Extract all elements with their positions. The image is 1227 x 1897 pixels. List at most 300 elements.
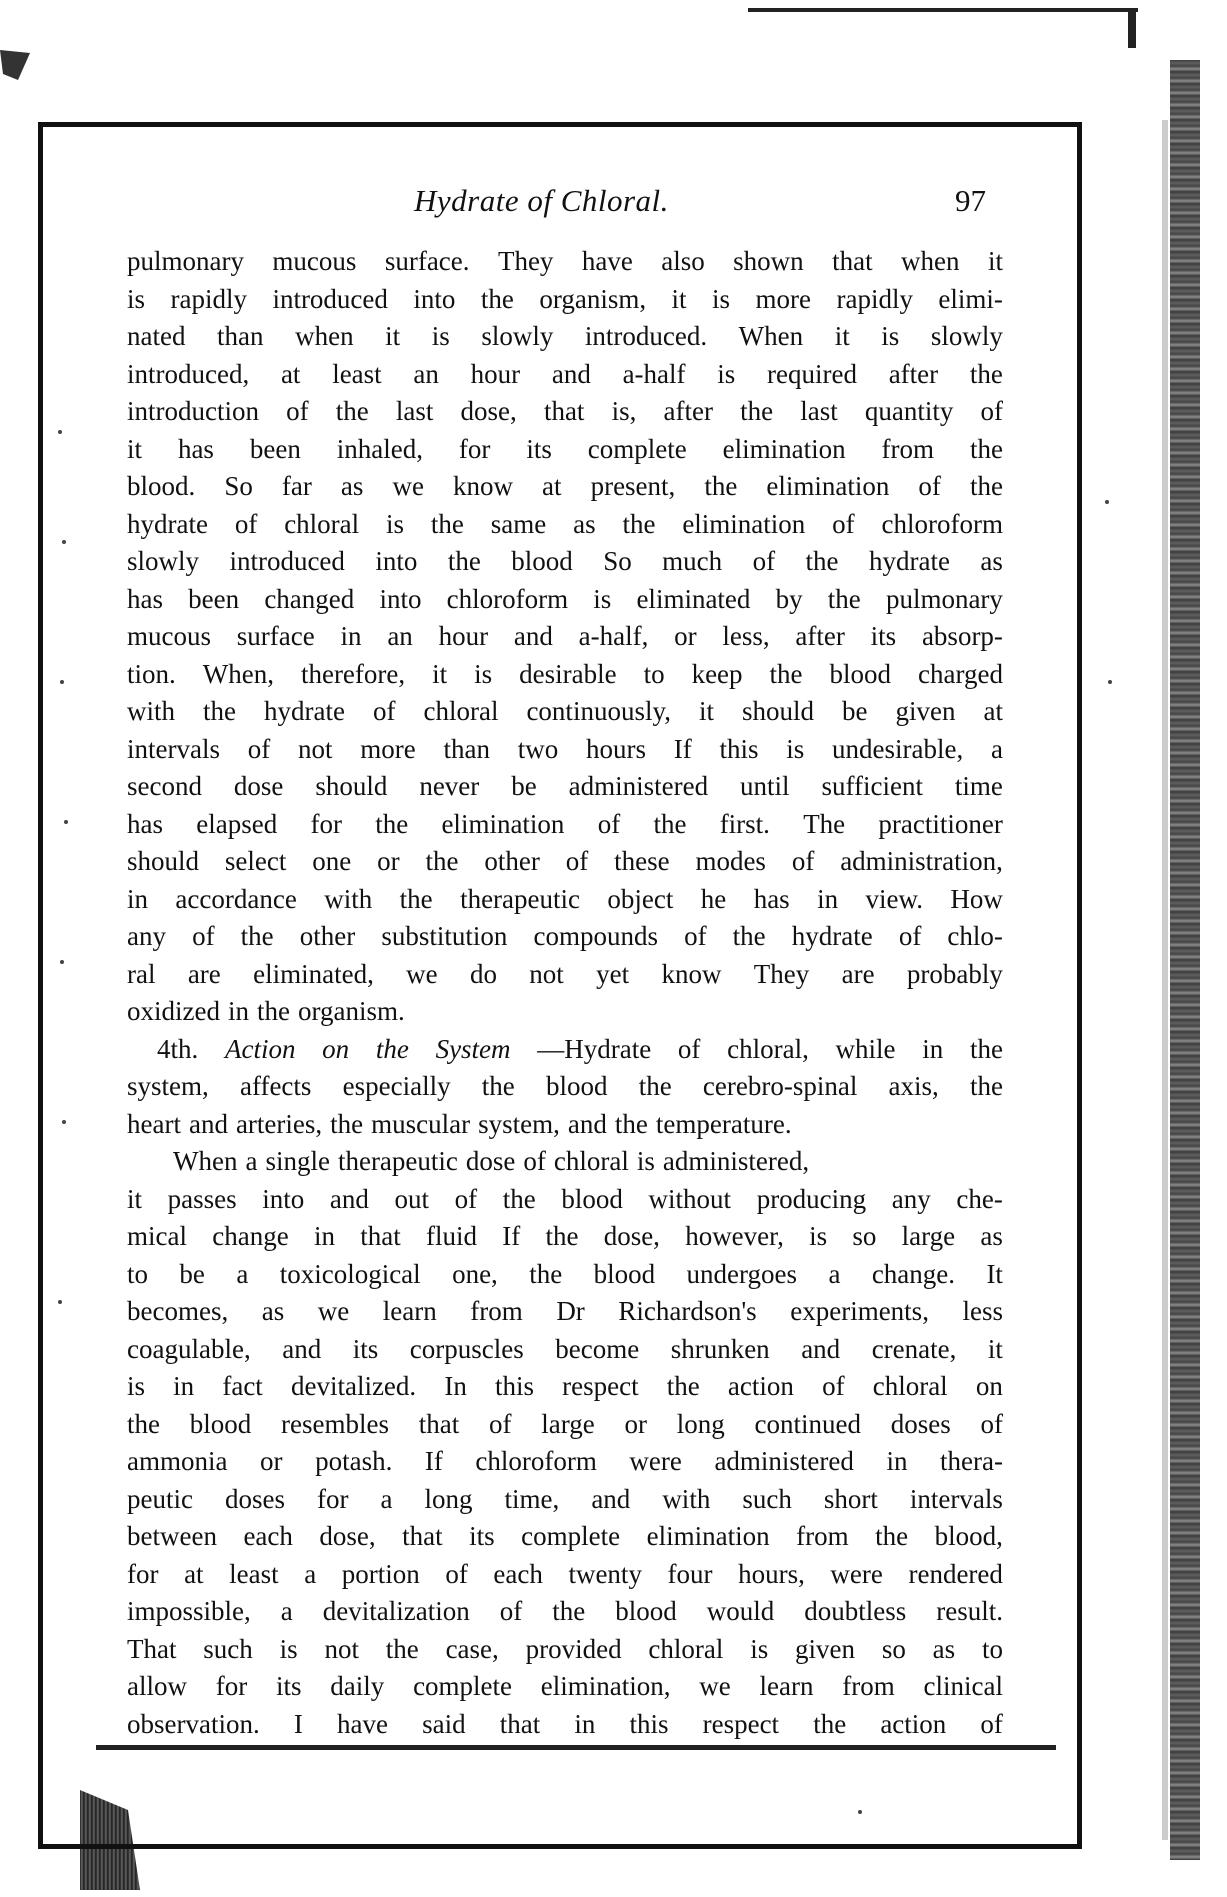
word: practitioner bbox=[878, 808, 1003, 839]
text-line bbox=[127, 1518, 1003, 1556]
word: a bbox=[828, 1258, 841, 1289]
word: given bbox=[895, 696, 956, 726]
word: of bbox=[980, 1408, 1003, 1439]
word: thera- bbox=[940, 1446, 1003, 1476]
text-line bbox=[127, 1443, 1003, 1481]
scan-artifact-right-shadow bbox=[1162, 120, 1168, 1840]
word: introduced. bbox=[584, 321, 708, 351]
word: doses bbox=[225, 1483, 285, 1514]
word: They bbox=[497, 246, 554, 276]
word: especially bbox=[342, 1071, 451, 1101]
word: producing bbox=[756, 1183, 867, 1214]
word: that bbox=[418, 1408, 460, 1439]
word: its bbox=[870, 621, 897, 651]
word: accordance bbox=[175, 883, 297, 914]
word: the bbox=[330, 1108, 364, 1139]
word: or bbox=[260, 1446, 283, 1476]
word: is bbox=[636, 1146, 655, 1176]
text-line bbox=[127, 1143, 1003, 1181]
word: not bbox=[529, 958, 564, 989]
word: result. bbox=[936, 1596, 1003, 1626]
word: dose bbox=[465, 1146, 516, 1176]
word: these bbox=[614, 846, 670, 876]
word: intervals bbox=[127, 733, 220, 764]
word: or bbox=[674, 621, 697, 651]
word: between bbox=[127, 1521, 217, 1551]
text-line bbox=[127, 881, 1003, 919]
word: in bbox=[922, 1033, 944, 1064]
word: at bbox=[280, 358, 301, 389]
word: blood bbox=[189, 1408, 252, 1439]
word: rendered bbox=[908, 1558, 1003, 1589]
word: far bbox=[281, 471, 312, 501]
word: should bbox=[741, 696, 814, 726]
word: eliminated, bbox=[253, 958, 374, 989]
word: chlo- bbox=[947, 921, 1003, 951]
word: become bbox=[555, 1333, 640, 1364]
word: ral bbox=[127, 958, 156, 989]
word: at bbox=[184, 1558, 204, 1589]
word: complete bbox=[521, 1521, 621, 1551]
word: How bbox=[950, 883, 1003, 914]
word: a bbox=[304, 1558, 317, 1589]
word: more bbox=[360, 733, 416, 764]
word: to bbox=[127, 1258, 149, 1289]
word: is bbox=[712, 283, 731, 314]
word: this bbox=[629, 1708, 669, 1739]
word: fact bbox=[222, 1371, 263, 1401]
word: the bbox=[240, 921, 274, 951]
word: the bbox=[969, 358, 1003, 389]
word: four bbox=[667, 1558, 713, 1589]
word: of bbox=[565, 846, 589, 876]
word: becomes, bbox=[127, 1296, 229, 1326]
word: undergoes bbox=[686, 1258, 798, 1289]
word: of bbox=[752, 546, 776, 576]
word: of bbox=[597, 808, 621, 839]
word: substitution bbox=[381, 921, 508, 951]
word: They bbox=[753, 958, 810, 989]
word: view. bbox=[865, 883, 923, 914]
word: as bbox=[261, 1296, 285, 1326]
text-line bbox=[127, 1218, 1003, 1256]
word: and bbox=[591, 1483, 631, 1514]
word: pulmonary bbox=[127, 246, 244, 276]
text-line bbox=[127, 993, 1003, 1031]
word: organism. bbox=[298, 996, 405, 1026]
word: from bbox=[881, 433, 935, 464]
word: of bbox=[918, 471, 941, 501]
word: is bbox=[786, 733, 805, 764]
word: be bbox=[179, 1258, 205, 1289]
word: were bbox=[629, 1446, 682, 1476]
word: blood, bbox=[934, 1521, 1003, 1551]
word: is bbox=[127, 1371, 146, 1401]
word: dose bbox=[233, 771, 284, 801]
text-line bbox=[127, 1256, 1003, 1294]
word: of bbox=[677, 1033, 701, 1064]
word: in bbox=[173, 1371, 195, 1401]
word: 4th. bbox=[157, 1033, 199, 1064]
word: System bbox=[435, 1033, 511, 1064]
word: resembles bbox=[281, 1408, 389, 1439]
word: it bbox=[671, 283, 687, 314]
word: chloral, bbox=[727, 1033, 809, 1064]
word: elimi- bbox=[938, 283, 1003, 314]
word: potash. bbox=[315, 1446, 393, 1476]
word: crenate, bbox=[871, 1333, 957, 1364]
word: its bbox=[276, 1671, 302, 1701]
word: each bbox=[493, 1558, 543, 1589]
word: introduced bbox=[229, 546, 345, 576]
word: with bbox=[662, 1483, 711, 1514]
scan-artifact-right-edge bbox=[1170, 60, 1200, 1860]
word: that bbox=[499, 1708, 541, 1739]
word: desirable bbox=[519, 658, 617, 689]
text-line bbox=[127, 318, 1003, 356]
word: of bbox=[523, 1146, 546, 1176]
word: to bbox=[981, 1633, 1003, 1664]
word: of bbox=[372, 696, 396, 726]
word: So bbox=[224, 471, 253, 501]
word: intervals bbox=[909, 1483, 1003, 1514]
word: the bbox=[257, 996, 290, 1026]
word: blood bbox=[511, 546, 573, 576]
text-line bbox=[127, 1368, 1003, 1406]
word: an bbox=[413, 358, 439, 389]
word: out bbox=[394, 1183, 430, 1214]
word: modes bbox=[695, 846, 766, 876]
word: its bbox=[352, 1333, 379, 1364]
word: In bbox=[444, 1371, 467, 1401]
word: hydrate bbox=[127, 508, 208, 539]
word: of bbox=[832, 508, 855, 539]
body-text bbox=[127, 243, 1003, 1743]
word: is bbox=[431, 321, 450, 351]
word: are bbox=[841, 958, 875, 989]
word: When, bbox=[202, 658, 274, 689]
word: clinical bbox=[923, 1671, 1003, 1701]
word: surface. bbox=[384, 246, 470, 276]
word: hour bbox=[438, 621, 489, 651]
text-line bbox=[127, 581, 1003, 619]
word: I bbox=[293, 1708, 303, 1739]
word: we bbox=[317, 1296, 350, 1326]
word: other bbox=[299, 921, 356, 951]
word: from bbox=[842, 1671, 895, 1701]
word: the bbox=[552, 1596, 586, 1626]
word: sufficient bbox=[821, 771, 923, 801]
scan-artifact-left-mark bbox=[0, 50, 30, 80]
word: as bbox=[573, 508, 596, 539]
word: such bbox=[203, 1633, 253, 1664]
word: elimination bbox=[441, 808, 565, 839]
word: continued bbox=[754, 1408, 861, 1439]
word: the bbox=[335, 396, 369, 426]
word: the bbox=[127, 1408, 160, 1439]
word: chloral bbox=[648, 1633, 724, 1664]
word: the bbox=[502, 1183, 536, 1214]
word: —Hydrate bbox=[537, 1033, 652, 1064]
word: present, bbox=[590, 471, 676, 501]
word: fluid bbox=[425, 1221, 477, 1251]
word: learn bbox=[382, 1296, 437, 1326]
word: elimination, bbox=[540, 1671, 671, 1701]
word: one bbox=[312, 846, 352, 876]
word: rapidly bbox=[170, 283, 247, 314]
scan-speck bbox=[1105, 500, 1109, 504]
word: has bbox=[127, 808, 163, 839]
word: he bbox=[700, 883, 727, 914]
word: its bbox=[526, 433, 552, 464]
word: devitalization bbox=[322, 1596, 470, 1626]
word: into bbox=[379, 583, 422, 614]
word: the bbox=[614, 1108, 648, 1139]
page-number: 97 bbox=[955, 183, 986, 218]
word: been bbox=[188, 583, 240, 614]
word: shrunken bbox=[670, 1333, 770, 1364]
word: a-half bbox=[622, 358, 686, 389]
word: undesirable, bbox=[832, 733, 964, 764]
word: in bbox=[227, 996, 249, 1026]
word: this bbox=[719, 733, 759, 764]
word: administered bbox=[568, 771, 709, 801]
word: first. bbox=[719, 808, 770, 839]
word: experiments, bbox=[790, 1296, 929, 1326]
text-line bbox=[127, 431, 1003, 469]
word: Dr bbox=[556, 1296, 585, 1326]
text-line bbox=[127, 243, 1003, 281]
word: probably bbox=[906, 958, 1003, 989]
word: chloroform bbox=[475, 1446, 597, 1476]
word: is bbox=[750, 1633, 769, 1664]
word: it bbox=[698, 696, 714, 726]
text-line bbox=[127, 1706, 1003, 1744]
word: and bbox=[188, 1108, 228, 1139]
word: we bbox=[406, 958, 438, 989]
word: chloroform bbox=[446, 583, 569, 614]
word: So bbox=[603, 546, 632, 576]
word: chloral bbox=[423, 696, 499, 726]
word: into bbox=[375, 546, 418, 576]
word: of bbox=[488, 1408, 512, 1439]
word: the bbox=[203, 696, 237, 726]
word: a bbox=[280, 1596, 293, 1626]
word: with bbox=[127, 696, 176, 726]
word: of bbox=[247, 733, 271, 764]
word: the bbox=[769, 658, 803, 689]
word: learn bbox=[759, 1671, 814, 1701]
text-line bbox=[127, 468, 1003, 506]
word: required bbox=[767, 358, 857, 389]
word: it bbox=[432, 658, 448, 689]
word: time bbox=[954, 771, 1003, 801]
word: of bbox=[234, 508, 258, 539]
word: know bbox=[452, 471, 513, 501]
word: Action bbox=[224, 1033, 296, 1064]
word: the bbox=[425, 846, 459, 876]
word: one, bbox=[452, 1258, 498, 1289]
word: coagulable, bbox=[127, 1333, 251, 1364]
word: ammonia bbox=[127, 1446, 228, 1476]
word: the bbox=[805, 546, 839, 576]
word: been bbox=[249, 433, 301, 464]
word: a-half, bbox=[578, 621, 649, 651]
word: in bbox=[340, 621, 362, 651]
text-line bbox=[127, 1293, 1003, 1331]
text-line bbox=[127, 393, 1003, 431]
word: however, bbox=[685, 1221, 784, 1251]
word: single bbox=[265, 1146, 330, 1176]
word: hour bbox=[470, 358, 521, 389]
word: its bbox=[469, 1521, 495, 1551]
word: any bbox=[891, 1183, 931, 1214]
word: action bbox=[727, 1371, 794, 1401]
scan-artifact-top-rule bbox=[748, 8, 1138, 12]
word: surface bbox=[236, 621, 315, 651]
word: chloral bbox=[553, 1146, 629, 1176]
word: allow bbox=[127, 1671, 187, 1701]
word: mucous bbox=[127, 621, 211, 651]
word: system, bbox=[127, 1071, 209, 1101]
word: know bbox=[661, 958, 722, 989]
word: for bbox=[127, 1558, 159, 1589]
word: than bbox=[217, 321, 264, 351]
word: have bbox=[336, 1708, 388, 1739]
word: the bbox=[545, 1221, 579, 1251]
word: has bbox=[753, 883, 790, 914]
word: least bbox=[332, 358, 382, 389]
word: so bbox=[852, 1221, 877, 1251]
word: observation. bbox=[127, 1708, 260, 1739]
word: doses bbox=[890, 1408, 951, 1439]
word: of bbox=[684, 921, 707, 951]
word: for bbox=[458, 433, 491, 464]
word: case, bbox=[445, 1633, 499, 1664]
word: the bbox=[970, 1071, 1003, 1101]
word: for bbox=[215, 1671, 248, 1701]
word: it bbox=[385, 321, 401, 351]
word: short bbox=[823, 1483, 878, 1514]
word: the bbox=[827, 583, 861, 614]
word: until bbox=[740, 771, 790, 801]
word: is bbox=[279, 1633, 298, 1664]
text-line bbox=[127, 1593, 1003, 1631]
word: twenty bbox=[568, 1558, 642, 1589]
word: and bbox=[282, 1333, 322, 1364]
text-line bbox=[127, 543, 1003, 581]
text-line bbox=[127, 618, 1003, 656]
word: said bbox=[422, 1708, 466, 1739]
word: by bbox=[775, 583, 803, 614]
scan-speck bbox=[1108, 680, 1112, 684]
word: than bbox=[443, 733, 490, 764]
word: with bbox=[324, 883, 373, 914]
word: last bbox=[395, 396, 434, 426]
word: less bbox=[962, 1296, 1003, 1326]
text-line bbox=[127, 356, 1003, 394]
text-line bbox=[127, 1481, 1003, 1519]
word: respect bbox=[562, 1371, 639, 1401]
word: large bbox=[541, 1408, 595, 1439]
word: should bbox=[315, 771, 388, 801]
word: heart bbox=[127, 1108, 181, 1139]
word: continuously, bbox=[526, 696, 671, 726]
word: therapeutic bbox=[460, 883, 580, 914]
word: hydrate bbox=[868, 546, 950, 576]
word: the bbox=[875, 1521, 909, 1551]
word: hydrate bbox=[264, 696, 345, 726]
word: the bbox=[430, 508, 464, 539]
word: in bbox=[574, 1708, 596, 1739]
word: from bbox=[796, 1521, 849, 1551]
word: portion bbox=[341, 1558, 420, 1589]
word: long bbox=[424, 1483, 473, 1514]
word: as bbox=[980, 1221, 1003, 1251]
word: If bbox=[424, 1446, 443, 1476]
word: the bbox=[529, 1258, 563, 1289]
word: temperature. bbox=[655, 1108, 792, 1139]
word: when bbox=[295, 321, 354, 351]
word: elimination bbox=[722, 433, 846, 464]
word: therapeutic bbox=[337, 1146, 458, 1176]
word: this bbox=[494, 1371, 534, 1401]
word: of bbox=[286, 396, 309, 426]
word: of bbox=[454, 1183, 478, 1214]
word: is bbox=[127, 283, 146, 314]
word: to bbox=[643, 658, 665, 689]
word: yet bbox=[596, 958, 630, 989]
page-bottom-rule bbox=[96, 1745, 1056, 1750]
word: eliminated bbox=[636, 583, 751, 614]
word: second bbox=[127, 771, 202, 801]
word: a bbox=[380, 1483, 393, 1514]
word: a bbox=[990, 733, 1003, 764]
word: much bbox=[662, 546, 723, 576]
word: It bbox=[986, 1258, 1003, 1289]
word: as bbox=[932, 1633, 956, 1664]
word: action bbox=[880, 1708, 947, 1739]
word: the bbox=[969, 1033, 1003, 1064]
word: a bbox=[236, 1258, 249, 1289]
word: in bbox=[127, 883, 149, 914]
text-line bbox=[127, 918, 1003, 956]
word: pulmonary bbox=[885, 583, 1003, 614]
word: and bbox=[329, 1183, 369, 1214]
word: chloral bbox=[872, 1371, 948, 1401]
word: quantity bbox=[864, 396, 954, 426]
text-line bbox=[127, 731, 1003, 769]
word: for bbox=[310, 808, 342, 839]
word: nated bbox=[127, 321, 186, 351]
text-line bbox=[127, 506, 1003, 544]
word: of bbox=[898, 921, 922, 951]
word: the bbox=[704, 471, 738, 501]
word: least bbox=[229, 1558, 279, 1589]
text-line bbox=[127, 843, 1003, 881]
word: administered, bbox=[662, 1146, 810, 1176]
word: of bbox=[980, 396, 1003, 426]
text-line bbox=[127, 1631, 1003, 1669]
word: the bbox=[666, 1371, 700, 1401]
text-line bbox=[127, 656, 1003, 694]
text-line bbox=[127, 768, 1003, 806]
word: elimination bbox=[646, 1521, 770, 1551]
word: slowly bbox=[481, 321, 554, 351]
word: select bbox=[224, 846, 287, 876]
word: oxidized bbox=[127, 996, 220, 1026]
word: should bbox=[127, 846, 200, 876]
